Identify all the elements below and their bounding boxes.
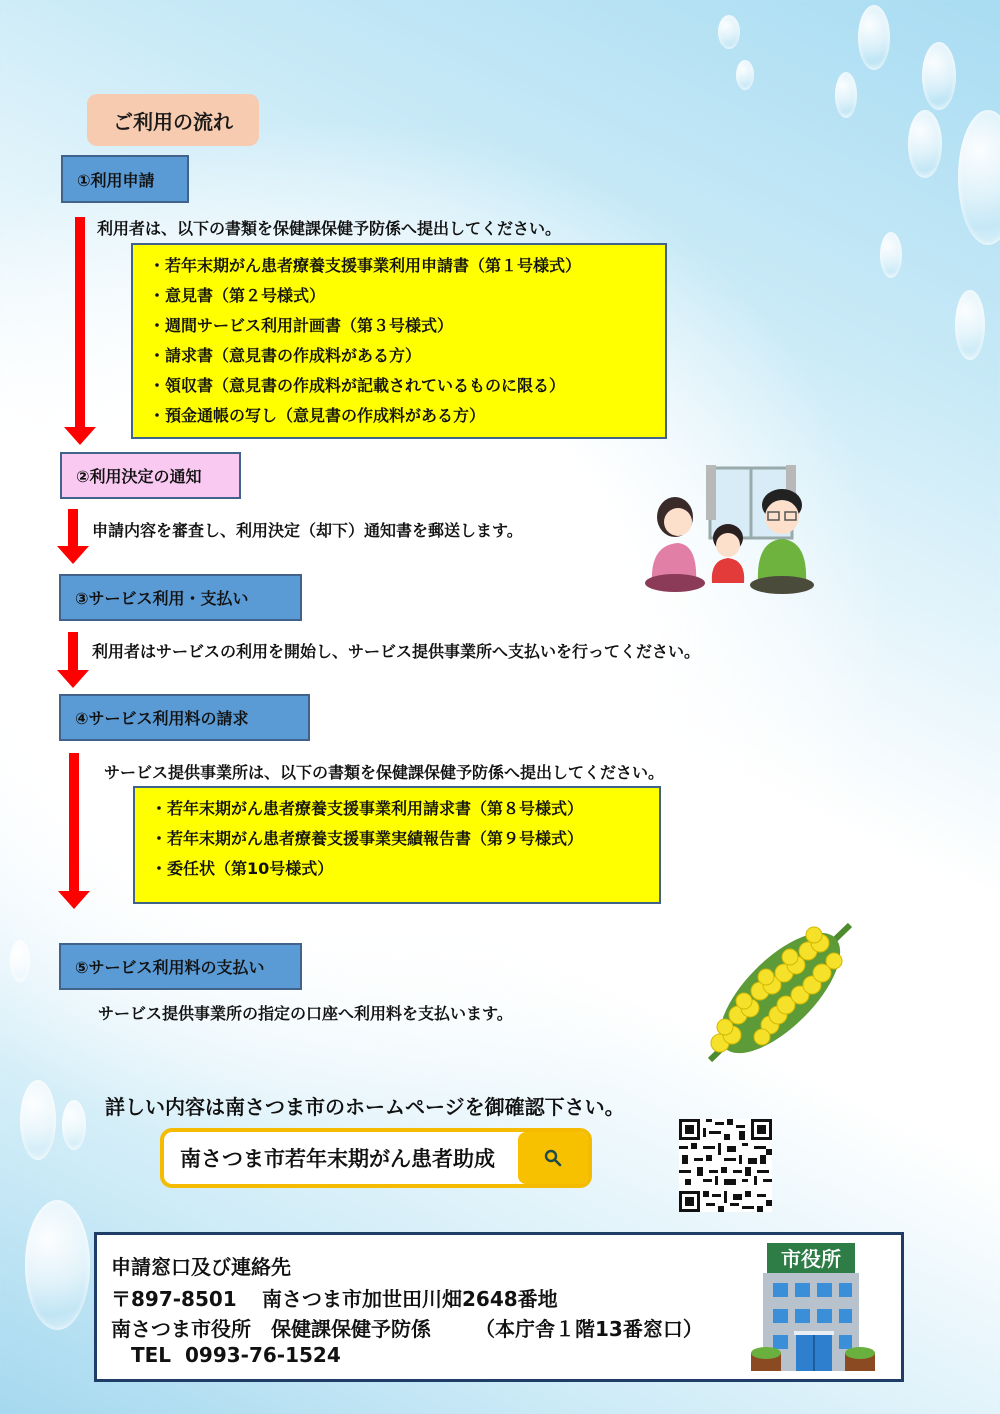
- bubble-decoration: [908, 110, 942, 178]
- page-title: ご利用の流れ: [87, 94, 259, 146]
- arrow-down-icon: [57, 632, 89, 688]
- window-location: （本庁舎１階13番窓口）: [475, 1317, 703, 1341]
- address: 南さつま市加世田川畑2648番地: [262, 1287, 558, 1311]
- postal-code: 〒897-8501: [111, 1287, 237, 1311]
- document-item: ・若年末期がん患者療養支援事業実績報告書（第９号様式）: [151, 829, 584, 848]
- qr-code[interactable]: [679, 1119, 772, 1212]
- bubble-decoration: [858, 5, 890, 70]
- step-1-description: 利用者は、以下の書類を保健課保健予防係へ提出してください。: [97, 219, 562, 238]
- document-item: ・預金通帳の写し（意見書の作成料がある方）: [149, 406, 486, 425]
- office-name: 南さつま市役所 保健課保健予防係: [111, 1317, 431, 1341]
- document-item: ・若年末期がん患者療養支援事業利用申請書（第１号様式）: [149, 256, 582, 275]
- step-1-label: ①利用申請: [61, 155, 189, 203]
- search-box[interactable]: [160, 1128, 592, 1188]
- bubble-decoration: [62, 1100, 86, 1150]
- bubble-decoration: [20, 1080, 56, 1160]
- document-item: ・領収書（意見書の作成料が記載されているものに限る）: [149, 376, 566, 395]
- search-icon: [543, 1148, 563, 1168]
- contact-box: [94, 1232, 904, 1382]
- bubble-decoration: [835, 72, 857, 118]
- bubble-decoration: [880, 232, 902, 278]
- document-item: ・請求書（意見書の作成料がある方）: [149, 346, 422, 365]
- step-5-description: サービス提供事業所の指定の口座へ利用料を支払います。: [98, 1004, 513, 1023]
- homepage-note: 詳しい内容は南さつま市のホームページを御確認下さい。: [105, 1095, 625, 1119]
- document-item: ・意見書（第２号様式）: [149, 286, 326, 305]
- step-4-description: サービス提供事業所は、以下の書類を保健課保健予防係へ提出してください。: [104, 763, 665, 782]
- step-2-label: ②利用決定の通知: [60, 452, 241, 499]
- step-2-description: 申請内容を審査し、利用決定（却下）通知書を郵送します。: [92, 521, 523, 540]
- search-input[interactable]: 南さつま市若年末期がん患者助成: [180, 1147, 495, 1171]
- step-3-label: ③サービス利用・支払い: [59, 574, 302, 621]
- tel-label: TEL: [131, 1343, 172, 1367]
- bubble-decoration: [10, 940, 30, 982]
- step-3-description: 利用者はサービスの利用を開始し、サービス提供事業所へ支払いを行ってください。: [92, 642, 701, 661]
- bubble-decoration: [958, 110, 1000, 245]
- arrow-down-icon: [58, 753, 90, 909]
- search-button[interactable]: [518, 1132, 588, 1184]
- family-illustration: [640, 465, 820, 595]
- city-hall-illustration: [749, 1241, 879, 1373]
- bubble-decoration: [955, 290, 985, 360]
- contact-heading: 申請窓口及び連絡先: [111, 1255, 291, 1279]
- step-5-label: ⑤サービス利用料の支払い: [59, 943, 302, 990]
- arrow-down-icon: [57, 509, 89, 564]
- document-item: ・若年末期がん患者療養支援事業利用請求書（第８号様式）: [151, 799, 584, 818]
- step-4-documents: [133, 786, 661, 904]
- bubble-decoration: [718, 15, 740, 49]
- document-item: ・委任状（第10号様式）: [151, 859, 334, 878]
- city-hall-sign: 市役所: [781, 1247, 841, 1271]
- phone-number[interactable]: 0993-76-1524: [185, 1343, 341, 1367]
- step-1-documents: [131, 243, 667, 439]
- step-4-label: ④サービス利用料の請求: [59, 694, 310, 741]
- bubble-decoration: [25, 1200, 90, 1330]
- bubble-decoration: [922, 42, 956, 110]
- arrow-down-icon: [64, 217, 96, 445]
- mimosa-flower-illustration: [700, 915, 860, 1065]
- bubble-decoration: [736, 60, 754, 90]
- document-item: ・週間サービス利用計画書（第３号様式）: [149, 316, 454, 335]
